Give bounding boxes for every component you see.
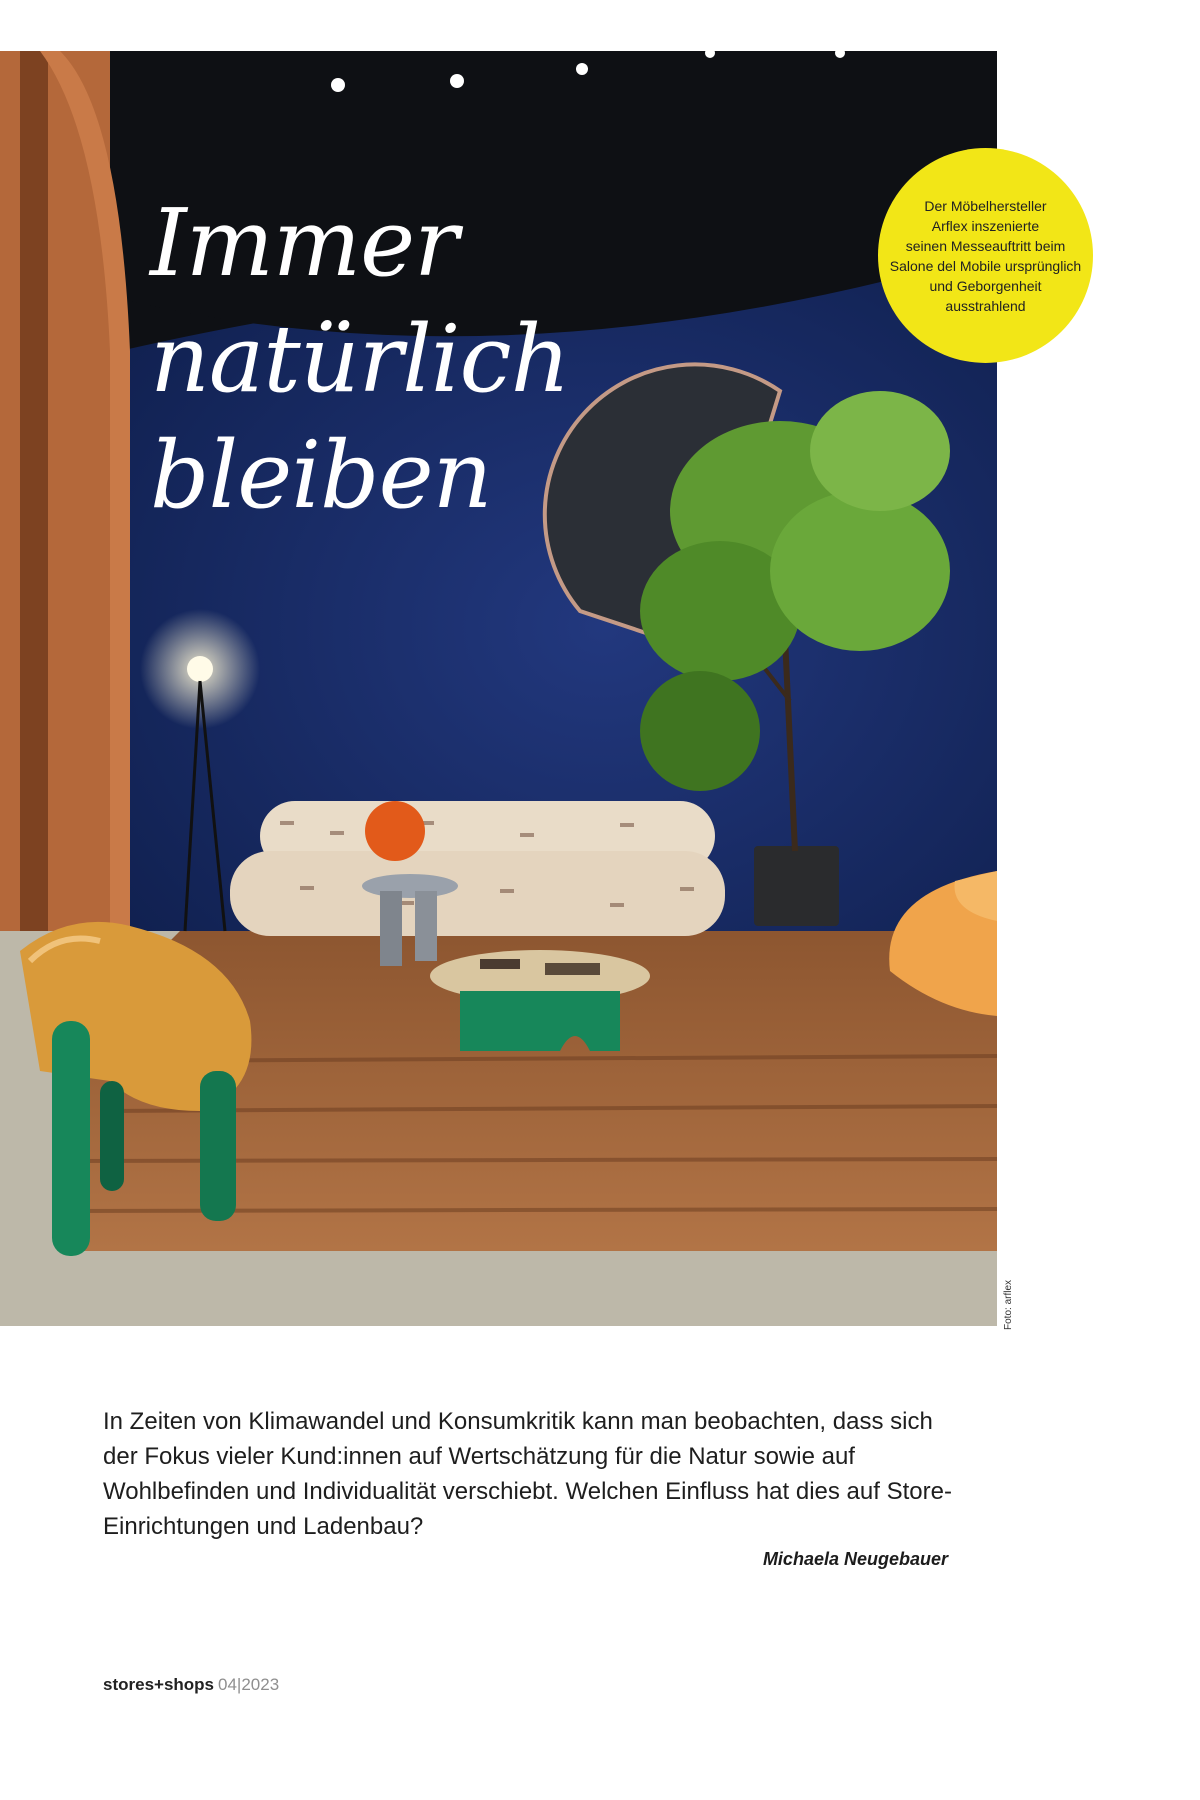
caption-bubble <box>878 148 1093 363</box>
photo-credit: Foto: arflex <box>1003 1279 1014 1330</box>
headline-line: Immer <box>150 189 458 297</box>
magazine-brand: stores+shops <box>103 1675 215 1694</box>
caption-line: Der Möbelhersteller <box>924 197 1047 214</box>
headline <box>150 185 570 533</box>
intro-paragraph: In Zeiten von Klimawandel und Konsumkritik kann man beobachten, dass sich der Fokus vieler Kund:innen auf Wertschätzung für die Natur sowie auf Wohlbefinden und Individualität verschiebt. Welchen Einfluss hat dies auf Store-Einrichtungen und Ladenbau? <box>103 1408 952 1540</box>
plant-pot <box>754 846 839 926</box>
orange-cushion <box>365 801 425 861</box>
sofa <box>230 801 725 936</box>
caption-line: Arflex inszenierte <box>931 217 1040 234</box>
caption-line: ausstrahlend <box>945 297 1026 314</box>
issue-number: 04|2023 <box>218 1675 280 1694</box>
chair-leg <box>52 1021 90 1256</box>
caption-line: seinen Messeauftritt beim <box>905 237 1066 254</box>
caption-line: Salone del Mobile ursprünglich <box>889 257 1082 274</box>
side-table <box>362 874 458 898</box>
caption-line: und Geborgenheit <box>929 277 1042 294</box>
headline-line: bleiben <box>150 421 492 529</box>
author-name: Michaela Neugebauer <box>762 1549 948 1569</box>
headline-line: natürlich <box>150 305 570 413</box>
footer <box>103 1675 279 1695</box>
